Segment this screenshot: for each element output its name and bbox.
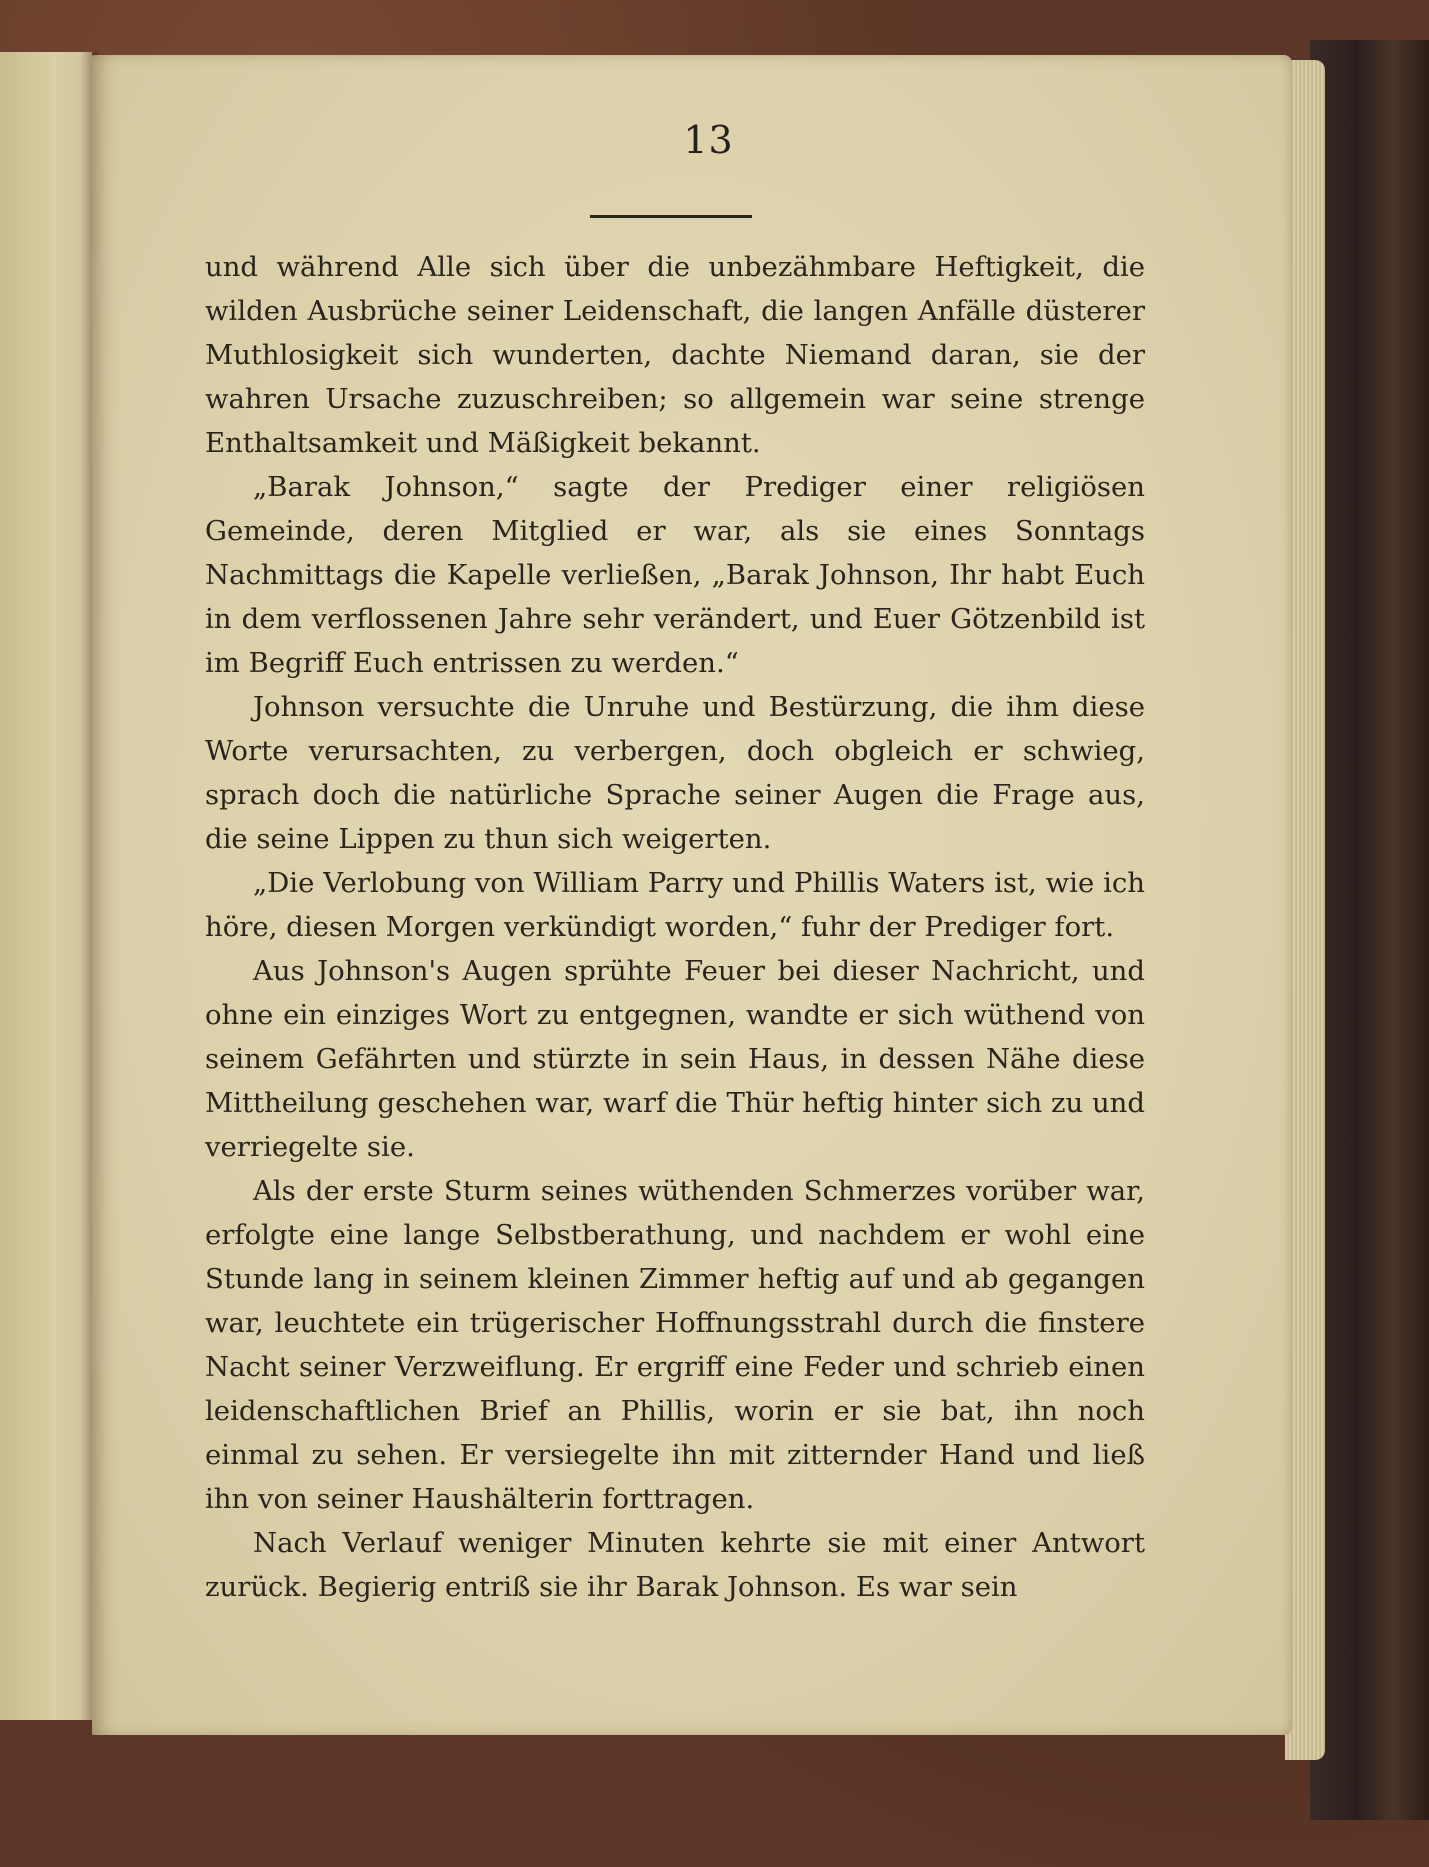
paragraph-6: Als der erste Sturm seines wüthenden Schmerzes vorüber war, erfolgte eine lange Selbstberathung, und nachdem er wohl eine Stunde lang in seinem kleinen Zimmer heftig auf und ab gegangen war, leuchtete ein trügerischer Hoffnungsstrahl durch die finstere Nacht seiner Verzweiflung. Er ergriff eine Feder und schrieb einen leidenschaftlichen Brief an Phillis, worin er sie bat, ihn noch einmal zu sehen. Er versiegelte ihn mit zitternder Hand und ließ ihn von seiner Haushälterin forttragen.: [205, 1175, 1145, 1515]
paragraph-7: Nach Verlauf weniger Minuten kehrte sie mit einer Antwort zurück. Begierig entriß sie ihr Barak Johnson. Es war sein: [205, 1527, 1145, 1603]
paragraph-4: „Die Verlobung von William Parry und Phillis Waters ist, wie ich höre, diesen Morgen verkündigt worden,“ fuhr der Prediger fort.: [205, 867, 1145, 943]
page-text: [205, 245, 1145, 1609]
paragraph-1: und während Alle sich über die unbezähmbare Heftigkeit, die wilden Ausbrüche seiner Leidenschaft, die langen Anfälle düsterer Muthlosigkeit sich wunderten, dachte Niemand daran, sie der wahren Ursache zuzuschreiben; so allgemein war seine strenge Enthaltsamkeit und Mäßigkeit bekannt.: [205, 251, 1145, 459]
paragraph-2: „Barak Johnson,“ sagte der Prediger einer religiösen Gemeinde, deren Mitglied er war, als sie eines Sonntags Nachmittags die Kapelle verließen, „Barak Johnson, Ihr habt Euch in dem verflossenen Jahre sehr verändert, und Euer Götzenbild ist im Begriff Euch entrissen zu werden.“: [205, 471, 1145, 679]
page-number: [0, 118, 1429, 162]
page-number-text: 13: [683, 118, 734, 162]
book-cover-edge: [1310, 40, 1429, 1820]
paragraph-3: Johnson versuchte die Unruhe und Bestürzung, die ihm diese Worte verursachten, zu verbergen, doch obgleich er schwieg, sprach doch die natürliche Sprache seiner Augen die Frage aus, die seine Lippen zu thun sich weigerten.: [205, 691, 1145, 855]
facing-page-edge: [0, 52, 92, 1720]
paragraph-5: Aus Johnson's Augen sprühte Feuer bei dieser Nachricht, und ohne ein einziges Wort zu entgegnen, wandte er sich wüthend von seinem Gefährten und stürzte in sein Haus, in dessen Nähe diese Mittheilung geschehen war, warf die Thür heftig hinter sich zu und verriegelte sie.: [205, 955, 1145, 1163]
header-rule: [590, 215, 752, 218]
